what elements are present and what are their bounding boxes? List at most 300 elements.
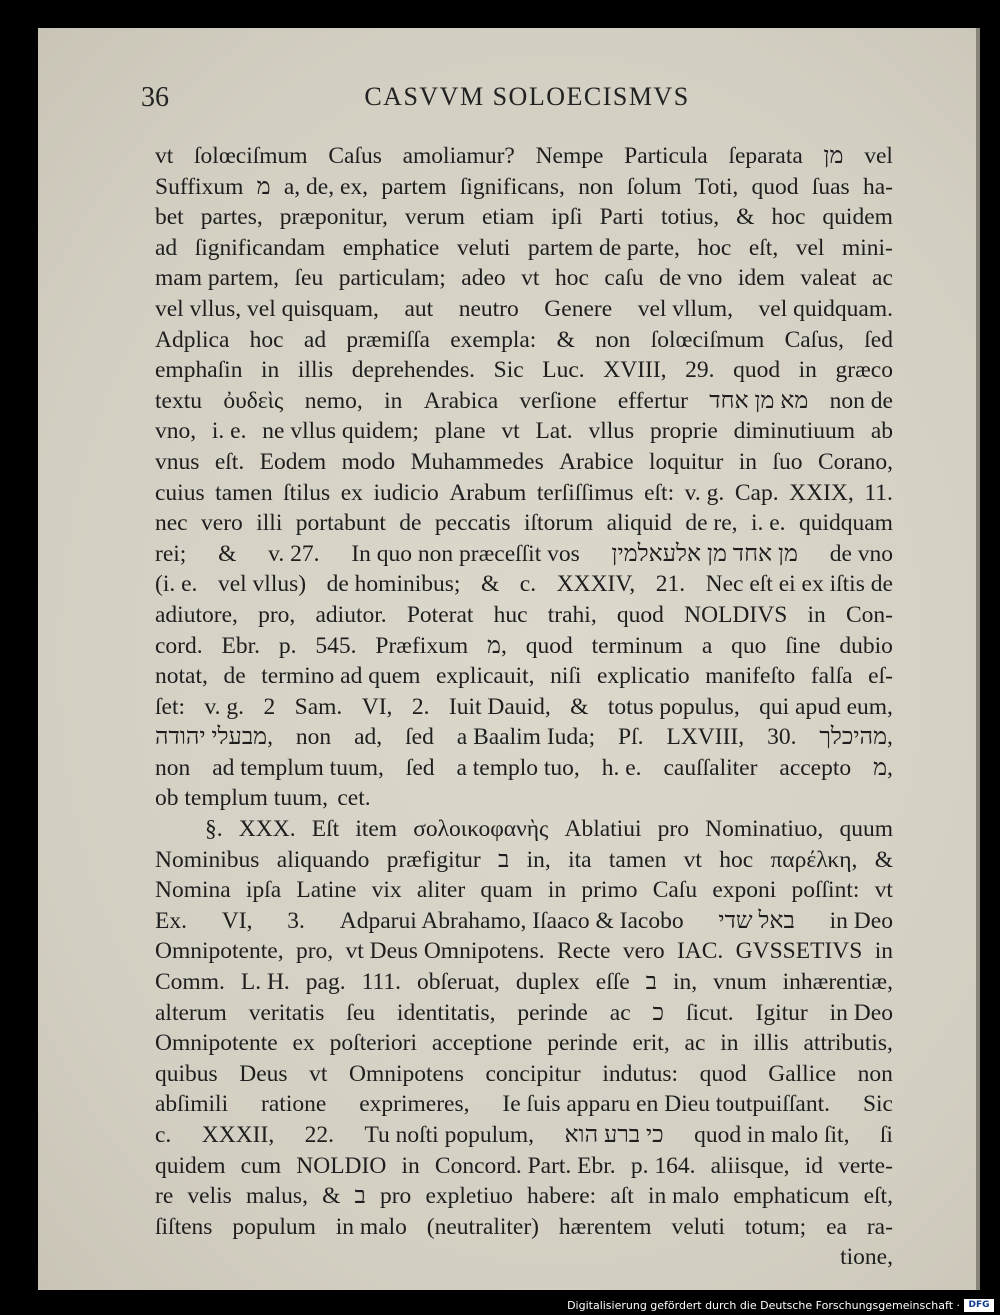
word: 11.	[864, 479, 893, 506]
word: poſſint:	[791, 877, 860, 904]
word: מהיכלך,	[819, 724, 893, 751]
word: deprehendes.	[351, 357, 476, 384]
text-line	[155, 814, 893, 845]
word: מבעלי יהודה,	[155, 724, 273, 751]
word: Caſus	[328, 143, 382, 169]
word: inhærentiæ,	[782, 969, 893, 996]
word: portabunt	[295, 510, 386, 537]
word: bet	[155, 204, 184, 231]
word: כי ברע הוא	[564, 1122, 664, 1148]
word: ad	[155, 234, 178, 261]
word: perinde	[517, 999, 588, 1026]
word: etiam	[481, 204, 535, 231]
word: Omnipotens	[349, 1060, 464, 1087]
word: vero	[201, 510, 243, 537]
word: in	[807, 601, 826, 628]
word: c.	[519, 571, 537, 598]
word: velis	[187, 1183, 232, 1210]
word: quidquam	[798, 510, 893, 537]
word: emphatice	[342, 234, 440, 261]
word: מן אחד מן אלעאלמין	[611, 540, 798, 567]
footer-bar	[0, 1296, 1000, 1315]
word: Præfixum	[375, 632, 469, 659]
word: trahi,	[547, 601, 597, 628]
word: מ,	[873, 754, 893, 781]
word: Nominatiuo,	[705, 816, 824, 843]
word: de	[223, 663, 246, 690]
word: in	[384, 387, 403, 414]
text-line	[155, 1028, 893, 1059]
word: non de	[829, 387, 893, 414]
word: cet.	[337, 785, 371, 812]
word: ha-	[862, 173, 893, 200]
word: verte-	[838, 1152, 893, 1179]
word: 545.	[315, 632, 357, 659]
word: in Deo	[829, 907, 893, 934]
word: in	[738, 448, 758, 475]
word: vt	[501, 418, 520, 445]
word: dubio	[839, 632, 893, 659]
text-line	[155, 967, 893, 998]
word: παρέλκη,	[770, 846, 858, 873]
word: de vno	[659, 265, 723, 292]
word: vel vllus)	[217, 571, 307, 598]
word: illis	[753, 1030, 789, 1057]
word: XVIII,	[603, 357, 667, 384]
word: verſione	[519, 387, 597, 414]
word: Latine	[296, 877, 357, 904]
word: a, de, ex,	[283, 173, 369, 200]
word: Particula	[624, 143, 708, 169]
word: quo	[731, 632, 767, 659]
word: Deus	[239, 1060, 288, 1087]
word: ad,	[354, 724, 383, 751]
word: ita	[568, 846, 592, 873]
word: Iuit Dauid,	[448, 693, 551, 720]
word: valeat	[800, 265, 857, 292]
word: Omnipotente	[155, 1030, 278, 1057]
word: particulam;	[338, 265, 446, 292]
word: expletiuo	[425, 1183, 513, 1210]
word: textu	[155, 387, 202, 414]
page-header	[38, 80, 976, 120]
word: loquitur	[648, 448, 724, 475]
word: peccatis	[434, 510, 511, 537]
word: partem de parte,	[527, 234, 680, 261]
text-line	[155, 1212, 893, 1243]
word: pro,	[258, 601, 296, 628]
word: id	[804, 1152, 823, 1179]
word: Corano,	[817, 448, 893, 475]
text-line	[155, 845, 893, 876]
word: quidem	[155, 1152, 226, 1179]
word: vnus	[155, 448, 200, 475]
word: Ex.	[155, 907, 187, 934]
text-line	[155, 202, 893, 233]
word: idem	[737, 265, 785, 292]
word: 29.	[685, 357, 715, 384]
word: aliisque,	[710, 1152, 790, 1179]
word: manifeſto	[705, 663, 796, 690]
word: p. 164.	[630, 1152, 696, 1179]
word: non	[155, 754, 191, 781]
word: ſolum	[626, 173, 682, 200]
word: verum	[404, 204, 465, 231]
text-line	[155, 539, 893, 570]
word: &	[874, 846, 893, 873]
word: præmiſſa	[346, 326, 430, 353]
word: ſignificans,	[459, 173, 565, 200]
word: v. 27.	[268, 540, 320, 567]
word: כ	[652, 999, 665, 1026]
word: habere:	[527, 1183, 597, 1210]
text-line	[155, 661, 893, 692]
word: in,	[672, 969, 698, 996]
word: caſu	[604, 265, 644, 292]
word: Arabum	[449, 479, 527, 506]
word: Suffixum	[155, 173, 244, 200]
word: item	[355, 816, 398, 843]
word: attributis,	[803, 1030, 893, 1057]
word: a	[701, 632, 713, 659]
word: populum	[232, 1213, 316, 1240]
word: erit,	[632, 1030, 670, 1057]
word: tamen	[608, 846, 667, 873]
word: c.	[155, 1122, 172, 1148]
word: ab	[870, 418, 893, 445]
word: Comm.	[155, 969, 225, 996]
word: de	[399, 510, 422, 537]
word: Eſt	[311, 816, 340, 843]
text-line	[155, 600, 893, 631]
word: quod	[525, 632, 573, 659]
word: Con-	[845, 601, 893, 628]
word: re	[155, 1183, 174, 1210]
word: veritatis	[248, 999, 325, 1026]
word: ſuas	[811, 173, 850, 200]
word: Adparui Abrahamo, Iſaaco & Iacobo	[339, 907, 684, 934]
word: pag.	[305, 969, 346, 996]
word: vel vllum,	[637, 295, 733, 322]
word: cauſſaliter	[663, 754, 758, 781]
page-number: 36	[141, 82, 169, 113]
word: NOLDIVS	[684, 601, 788, 628]
word: Caſu	[652, 877, 698, 904]
word: 30.	[767, 724, 797, 751]
word: de re,	[685, 510, 738, 537]
word: non	[595, 326, 631, 353]
book-page	[38, 28, 976, 1290]
dfg-logo-icon: DFG	[964, 1299, 994, 1312]
word: in	[798, 357, 817, 384]
word: ſignificandam	[194, 234, 326, 261]
text-line	[155, 722, 893, 753]
text-line	[155, 447, 893, 478]
word: in malo	[335, 1213, 407, 1240]
text-line	[155, 141, 893, 172]
word: 111.	[361, 969, 401, 996]
word: abſimili	[155, 1091, 229, 1118]
word: ad	[303, 326, 327, 353]
text-line	[155, 508, 893, 539]
text-line	[155, 753, 893, 784]
page-edge	[976, 28, 980, 1290]
word: græco	[835, 357, 893, 384]
word: quam	[480, 877, 533, 904]
word: ratione	[261, 1091, 327, 1118]
word: vllus	[588, 418, 635, 445]
word: tamen	[215, 479, 273, 506]
word: 2.	[411, 693, 430, 720]
word: (neutraliter)	[426, 1213, 540, 1240]
word: indutus:	[602, 1060, 679, 1087]
word: identitatis,	[396, 999, 496, 1026]
word: tione,	[840, 1244, 893, 1271]
word: qui apud eum,	[759, 693, 893, 720]
text-line	[155, 569, 893, 600]
word: nemo,	[304, 387, 363, 414]
word: acceptione	[431, 1030, 533, 1057]
word: veluti	[671, 1213, 725, 1240]
word: vt	[155, 143, 174, 169]
word: aliquid	[606, 510, 672, 537]
word: Lat.	[535, 418, 573, 445]
word: Concord. Part. Ebr.	[434, 1152, 616, 1179]
word: termino ad quem	[261, 663, 421, 690]
word: Nempe	[535, 143, 604, 169]
word: ſiſtens	[155, 1213, 213, 1240]
word: a templo tuo,	[456, 754, 580, 781]
word: illis	[297, 357, 334, 384]
word: aliquando	[276, 846, 370, 873]
word: vero	[622, 938, 665, 965]
word: GVSSETIVS	[735, 938, 863, 965]
word: Sam.	[294, 693, 343, 720]
word: duplex	[515, 969, 580, 996]
word: effertur	[617, 387, 688, 414]
word: hoc	[697, 234, 732, 261]
word: emphaticum	[733, 1183, 850, 1210]
word: a Baalim Iuda;	[456, 724, 596, 751]
word: eſt.	[214, 448, 245, 475]
word: Arabice	[559, 448, 634, 475]
word: XXXII,	[201, 1122, 275, 1148]
word: cord.	[155, 632, 203, 659]
word: ſed	[405, 724, 434, 751]
word: &	[570, 693, 589, 720]
word: adiutor.	[315, 601, 387, 628]
word: perinde	[547, 1030, 618, 1057]
word: ad templum tuum,	[212, 754, 384, 781]
word: totum;	[744, 1213, 807, 1240]
word: explicauit,	[435, 663, 535, 690]
word: p.	[278, 632, 297, 659]
word: In quo non præceſſit vos	[351, 540, 580, 567]
word: Tu noſti populum,	[364, 1122, 535, 1148]
text-line	[155, 1181, 893, 1212]
word: rei;	[155, 540, 187, 567]
word: vel vllus, vel quisquam,	[155, 295, 379, 322]
word: Poterat	[406, 601, 474, 628]
text-line	[155, 692, 893, 723]
word: ipſi	[551, 204, 583, 231]
text-line	[155, 386, 893, 417]
word: eſt,	[863, 1183, 893, 1210]
word: aliter	[416, 877, 466, 904]
word: &	[322, 1183, 341, 1210]
text-line	[155, 233, 893, 264]
word: quod	[616, 601, 664, 628]
word: modo	[341, 448, 396, 475]
text-line	[155, 1120, 893, 1151]
word: pro	[379, 1183, 412, 1210]
text-line	[155, 875, 893, 906]
word: concipitur	[485, 1060, 581, 1087]
word: 22.	[304, 1122, 335, 1148]
word: (i. e.	[155, 571, 198, 598]
word: &	[556, 326, 575, 353]
text-line	[155, 416, 893, 447]
word: i. e.	[211, 418, 247, 445]
word: amoliamur?	[402, 143, 515, 169]
word: adeo	[461, 265, 506, 292]
text-line	[155, 263, 893, 294]
word: pro	[657, 816, 689, 843]
text-line	[155, 783, 893, 814]
word: ac	[609, 999, 631, 1026]
word: ex	[292, 1030, 315, 1057]
word: Sic	[862, 1091, 893, 1118]
word: exprimeres,	[359, 1091, 470, 1118]
word: Ebr.	[221, 632, 261, 659]
word: σολοικοφανὴς	[413, 816, 549, 843]
footer-credit: Digitalisierung gefördert durch die Deutsche Forschungsgemeinschaft ·	[567, 1299, 960, 1312]
word: partem	[381, 173, 447, 200]
word: Ablatiui	[564, 816, 642, 843]
word: vt	[521, 265, 540, 292]
text-line	[155, 936, 893, 967]
word: alterum	[155, 999, 227, 1026]
text-line	[155, 998, 893, 1029]
running-title: CASVVM SOLOECISMVS	[364, 82, 690, 111]
word: באל שדי	[718, 907, 795, 934]
word: falſa	[810, 663, 853, 690]
word: מא מן אחד	[709, 387, 809, 414]
word: illi	[256, 510, 283, 537]
word: ac	[872, 265, 893, 292]
word: exponi	[712, 877, 777, 904]
word: notat,	[155, 663, 208, 690]
word: in	[874, 938, 893, 965]
word: ſeu	[294, 265, 324, 292]
word: iudicio	[373, 479, 439, 506]
word: ſolœciſmum	[194, 143, 308, 169]
word: Nominibus	[155, 846, 260, 873]
word: hoc	[554, 265, 589, 292]
word: ſet:	[155, 693, 186, 720]
word: ne vllus quidem;	[262, 418, 419, 445]
word: cuius	[155, 479, 205, 506]
word: Cap.	[734, 479, 779, 506]
word: in,	[526, 846, 551, 873]
word: IAC.	[676, 938, 724, 965]
word: terminum	[591, 632, 683, 659]
text-line	[155, 1242, 893, 1273]
word: vt Deus Omnipotens.	[345, 938, 545, 965]
word: in Deo	[829, 999, 893, 1026]
word: XXXIV,	[556, 571, 636, 598]
word: accepto	[779, 754, 852, 781]
word: ſeparata	[728, 143, 803, 169]
word: NOLDIO	[296, 1152, 387, 1179]
word: Parti	[599, 204, 644, 231]
word: ſine	[785, 632, 821, 659]
word: Nec eſt ei ex iſtis de	[705, 571, 893, 598]
word: ſed	[405, 754, 435, 781]
word: 21.	[655, 571, 686, 598]
word: 2	[263, 693, 276, 720]
word: eſ-	[868, 663, 893, 690]
word: vel	[795, 234, 825, 261]
word: eſt:	[644, 479, 675, 506]
word: iſtorum	[524, 510, 594, 537]
word: §.	[205, 816, 223, 843]
word: huc	[493, 601, 528, 628]
word: primo	[581, 877, 638, 904]
word: veluti	[456, 234, 511, 261]
word: ב	[645, 969, 657, 996]
word: eſſe	[595, 969, 630, 996]
word: vt	[874, 877, 893, 904]
word: quod	[751, 173, 799, 200]
text-line	[155, 294, 893, 325]
word: ac	[684, 1030, 706, 1057]
word: vnum	[713, 969, 767, 996]
word: præponitur,	[279, 204, 388, 231]
word: XXX.	[238, 816, 296, 843]
word: Eodem	[259, 448, 327, 475]
word: מ	[256, 173, 271, 200]
word: diminutiuum	[733, 418, 856, 445]
text-line	[155, 1059, 893, 1090]
word: v. g.	[684, 479, 725, 506]
word: aut	[404, 295, 434, 322]
word: Gallice	[768, 1060, 837, 1087]
word: hærentem	[558, 1213, 652, 1240]
word: &	[480, 571, 500, 598]
word: LXVIII,	[666, 724, 745, 751]
word: poſteriori	[329, 1030, 418, 1057]
word: vno,	[155, 418, 197, 445]
word: ex	[340, 479, 363, 506]
text-line	[155, 325, 893, 356]
word: ב	[354, 1183, 366, 1210]
word: nec	[155, 510, 188, 537]
word: Sic	[493, 357, 524, 384]
word: Caſus,	[784, 326, 844, 353]
word: de vno	[829, 540, 893, 567]
word: Luc.	[542, 357, 585, 384]
word: Genere	[544, 295, 613, 322]
word: præfigitur	[386, 846, 481, 873]
text-line	[155, 906, 893, 937]
word: Ie ſuis apparu en Dieu toutpuiſſant.	[502, 1091, 831, 1118]
word: ſeu	[346, 999, 376, 1026]
word: &	[736, 204, 755, 231]
word: L. H.	[240, 969, 290, 996]
body-text	[155, 141, 893, 1273]
text-line	[155, 172, 893, 203]
